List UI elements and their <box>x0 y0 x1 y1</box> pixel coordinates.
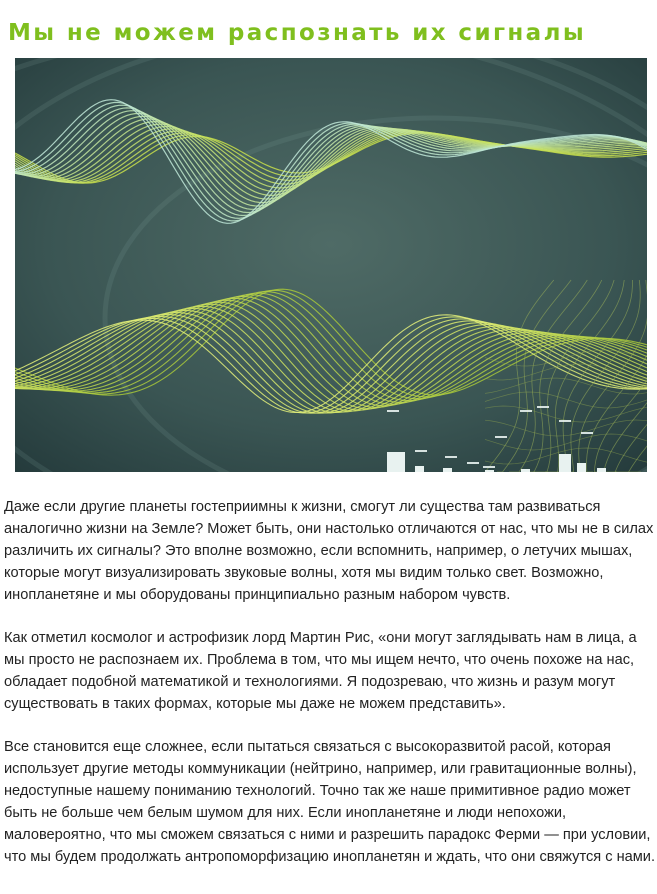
sound-waves-illustration <box>15 58 647 472</box>
equalizer-peak <box>415 450 427 452</box>
equalizer-peak <box>467 462 479 464</box>
equalizer-bar <box>577 463 586 472</box>
paragraph-1: Даже если другие планеты гостеприимны к жизни, смогут ли существа там развиваться аналогично жизни на Земле? Может быть, они настолько отличаются от нас, что мы не в силах различить их сигналы? Это вполне возможно, если вспомнить, например, о летучих мышах, которые могут визуализировать звуковые волны, хотя мы видим только свет. Возможно, инопланетяне и мы оборудованы принципиально разным набором чувств. <box>4 499 654 603</box>
article-body <box>4 496 656 889</box>
equalizer-peak <box>483 466 495 468</box>
equalizer-peak <box>495 436 507 438</box>
paragraph-3: Все становится еще сложнее, если пытаться связаться с высокоразвитой расой, которая использует другие методы коммуникации (нейтрино, например, или гравитационные волны), недоступные нашему пониманию технологий. Точно так же наше примитивное радио может быть не больше чем белым шумом для них. Если инопланетяне и люди непохожи, маловероятно, что мы сможем связаться с ними и разрешить парадокс Ферми — при условии, что мы будем продолжать антропоморфизацию инопланетян и ждать, что они свяжутся с нами. <box>4 739 655 865</box>
equalizer-bar <box>521 469 530 472</box>
equalizer-peak <box>537 406 549 408</box>
equalizer-bar <box>559 454 571 472</box>
equalizer-peak <box>581 432 593 434</box>
equalizer-peak <box>559 420 571 422</box>
equalizer-bar <box>443 468 452 472</box>
article-title: Мы не можем распознать их сигналы <box>8 20 587 46</box>
paragraph-2: Как отметил космолог и астрофизик лорд Мартин Рис, «они могут заглядывать нам в лица, а мы просто не распознаем их. Проблема в том, что мы ищем нечто, что очень похоже на нас, обладает подобной математикой и технологиями. Я подозреваю, что жизнь и разум могут существовать в таких формах, которые мы даже не можем представить». <box>4 630 637 712</box>
article-illustration <box>15 58 647 472</box>
equalizer-bar <box>415 466 424 472</box>
equalizer-peak <box>520 410 532 412</box>
equalizer-bar <box>485 470 494 472</box>
equalizer-bar <box>597 468 606 472</box>
equalizer-peak <box>387 410 399 412</box>
equalizer-peak <box>445 456 457 458</box>
equalizer-bar <box>387 452 405 472</box>
